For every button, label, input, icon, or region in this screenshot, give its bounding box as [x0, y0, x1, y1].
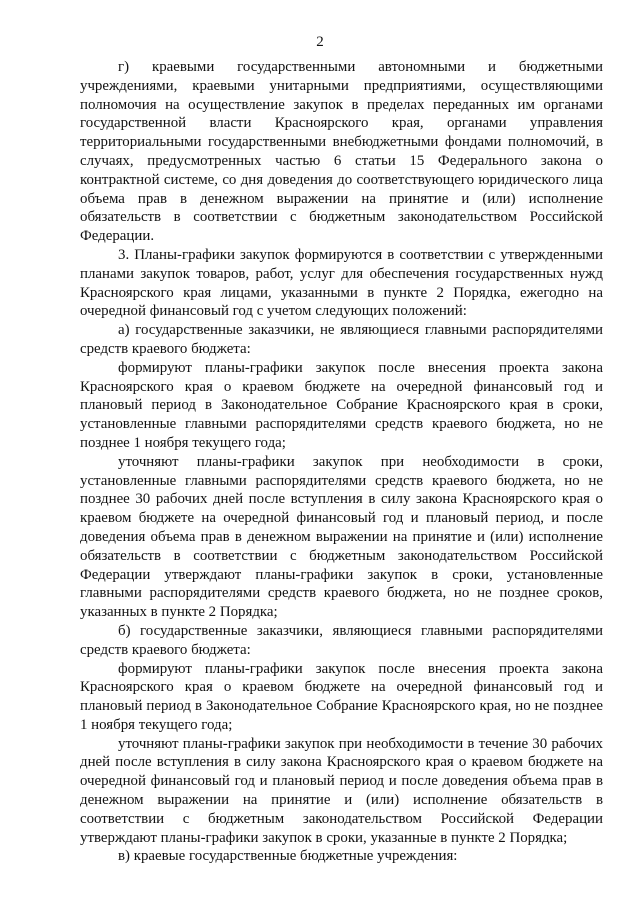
paragraph-a-form: формируют планы-графики закупок после внесения проекта закона Красноярского края о краевом бюджете на очередной финансовый год и плановый период в Законодательное Собрание Красноярского края в сроки, установленные главными распорядителями средств краевого бюджета, но не позднее 1 ноября текущего года;	[80, 359, 603, 451]
paragraph-b-item: б) государственные заказчики, являющиеся главными распорядителями средств краевого бюджета:	[80, 622, 603, 658]
paragraph-v-item: в) краевые государственные бюджетные учреждения:	[118, 848, 458, 865]
paragraph-a-item: а) государственные заказчики, не являющиеся главными распорядителями средств краевого бюджета:	[80, 322, 603, 357]
paragraph-g-item: г) краевыми государственными автономными и бюджетными учреждениями, краевыми унитарными предприятиями, осуществляющими полномочия на осуществление закупок в пределах переданных им органами государственной власти Красноярского края, органами управления территориальными государственными внебюджетными фондами полномочий, в случаях, предусмотренных частью 6 статьи 15 Федерального закона о контрактной системе, со дня доведения до соответствующего юридического лица объема прав в денежном выражении на принятие и (или) исполнение обязательств в соответствии с бюджетным законодательством Российской Федерации.	[80, 59, 603, 245]
paragraph-b-form: формируют планы-графики закупок после внесения проекта закона Красноярского края о краевом бюджете на очередной финансовый год и плановый период в Законодательное Собрание Красноярского края, но не позднее 1 ноября текущего года;	[80, 660, 603, 733]
paragraph-b-refine: уточняют планы-графики закупок при необходимости в течение 30 рабочих дней после вступления в силу закона Красноярского края о краевом бюджете на очередной финансовый год и плановый период и после доведения объема прав в денежном выражении на принятие и (или) исполнение обязательств в соответствии с бюджетным законодательством Российской Федерации утверждают планы-графики закупок в сроки, указанные в пункте 2 Порядка;	[80, 735, 603, 846]
page-number: 2	[316, 34, 324, 50]
paragraph-item-3: 3. Планы-графики закупок формируются в соответствии с утвержденными планами закупок товаров, работ, услуг для обеспечения государственных нужд Красноярского края лицами, указанными в пункте 2 Порядка, ежегодно на очередной финансовый год с учетом следующих положений:	[80, 246, 603, 320]
document-body	[80, 58, 603, 866]
paragraph-a-refine: уточняют планы-графики закупок при необходимости в сроки, установленные главными распорядителями средств краевого бюджета, но не позднее 30 рабочих дней после вступления в силу закона Красноярского края о краевом бюджете на очередной финансовый год и плановый период, и после доведения объема прав в денежном выражении на принятие и (или) исполнение обязательств в соответствии с бюджетным законодательством Российской Федерации утверждают планы-графики закупок в сроки, установленные главными распорядителями средств краевого бюджета, но не позднее сроков, указанных в пункте 2 Порядка;	[80, 453, 603, 621]
